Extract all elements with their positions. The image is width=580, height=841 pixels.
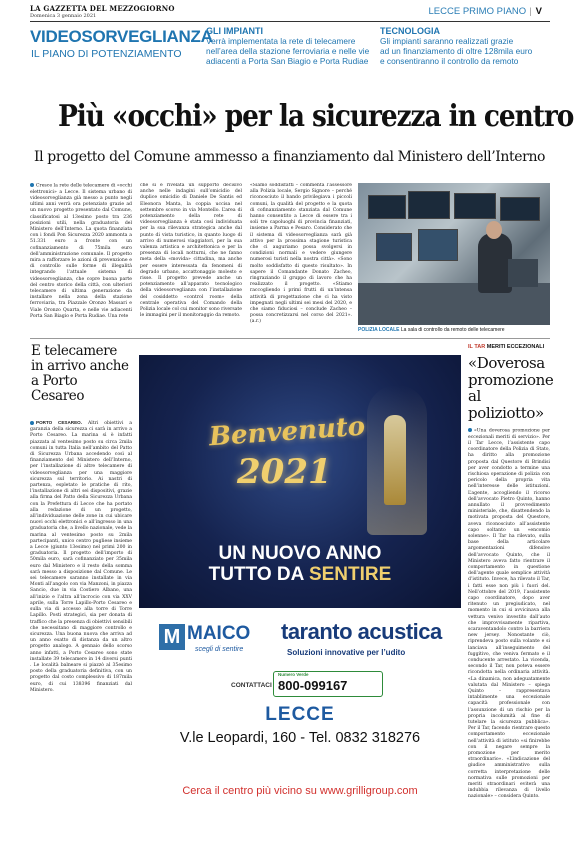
article-column-1: Cresce la rete delle telecamere di «occhi elettronici» a Lecce. Il sistema urbano di videosorveglianza già messo a punto negli ultimi anni verrà ora potenziato grazie ad un nuovo progetto presentato dal Comune, classificatosi al 13esimo posto tra 236 posizioni utili, nella graduatoria del Ministero dell’Interno. La quota finanziata con i fondi Pon Sicurezza 2020 ammonta a 51.331 euro a fronte con un cofinanziamento di 75mila euro dell’amministrazione comunale. Il progetto mira a rafforzare le azioni di prevenzione e di controllo sulle forme di illegalità integrando l’attuale sistema di videosorveglianza, che copre buona parte del centro storico della città, con ulteriori telecamere di ultima generazione da installare nella zona della stazione ferroviaria, tra Piazzale Oronzo Massari e Viale Oronzo Quarta, e nelle vie adiacenti Porta San Biagio e Porta Rudiae. Una rete <box>30 183 132 319</box>
kicker-title: VIDEOSORVEGLIANZA <box>30 27 213 46</box>
right-article-title: «Doverosa promozione al poliziotto» <box>468 354 554 422</box>
masthead: LA GAZZETTA DEL MEZZOGIORNO <box>30 4 175 13</box>
taranto-tagline: Soluzioni innovative per l’udito <box>287 648 406 657</box>
box-tecnologia-line: ad un finanziamento di oltre 128mila euro <box>380 46 533 56</box>
headline: Più «occhi» per la sicurezza in centro <box>58 99 574 134</box>
article-column-2: che si è rivelata un supporto decisivo anche nelle indagini sull’omicidio del duplice omicidio di Daniele De Santis ed Eleonora Manta, la coppia uccisa nel settembre scorso in via Montello. L’area di potenziamento della rete di videosorveglianza è stata così individuata per la sua rilevanza strategica anche dal punto di vista turistico, in quanto luogo di arrivo di numerosi viaggiatori, per la sua valenza artistica e architettonica e per la presenza di locali notturni, che ne fanno meta della «movida» cittadina, ma anche per essere interessata da fenomeni di degrado urbano, accattonaggio molesto e risse. Il progetto prevede anche un potenziamento all’apparato tecnologico della videosorveglianza con l’installazione del cosiddetto «control room» della centrale operativa del Comando della Polizia locale col cui monitor sono riversate le immagini per il monitoraggio da remoto. <box>140 183 242 319</box>
right-article-body: «Una doverosa promozione per eccezionali meriti di servizio». Per il Tar Lecce, l’assistente capo coordinatore della Polizia di Stato, ha diritto alla promozione proposta dal Questore di Brindisi per aver condotto a termine una rischiosa operazione di polizia con pericolo della propria vita nell’interesse delle istituzioni. L’agente, accogliendo il ricorso dell’avvocato Pietro Quinto, hanno annullato il provvedimento ministeriale, che, disattendendo la motivata proposta del Questore, aveva riconosciuto all’assistente capo soltanto un «encomio solenne». Il Tar ha rilevato, sulla base della articolare argomentazioni difensive dell’avvocato Quinto, che il Ministero aveva fatto rientrare il comportamento in questione dell’agente quale semplice attività d’istituto. Invece, ha rilevato il Tar, i fatti esse non più i fuori del. Nell’ottobre del 2019, l’assistente capo coordinatore, dopo aver ritenuto un pregiudicato, nel momento in cui si avvicinava alla vettura venivo investito dall’auto che improvvisamente ripartiva, scaraventandolo contro la barriera new jersey. Nonostante ciò, riprendeva posto sulla volante e si lanciava all’inseguimento del fuggitivo, che veniva fermato e il conducente arrestato. La vicenda, secondo il Tar, non poteva essere ricondotta nella ordinaria attività. «La dinamica, non adeguatamente valutata dal Ministero – spiega Quinto – rappresentava intablimente una eccezionale capacità professionale con l’assunzione di un rischio per la propria incolumità al fine di tutelare la sicurezza pubblica». Per il Tar, facendo rientrare questo comportamento eccezionale nell’attività di istituto «si finirebbe con il negare sempre la promozione per merito straordinario». «L’indicazione del giudice amministrativo sulla corretta interpretazione delle normativa sulle promozioni per meriti straordinari eviterà una indubbia rilevanza di livello nazionale» – considera Quinto. <box>468 428 550 800</box>
left-article-body <box>30 420 132 815</box>
page-letter: V <box>535 6 542 17</box>
box-tecnologia-line: e consentiranno il controllo da remoto <box>380 56 519 66</box>
taranto-brand: taranto acustica <box>281 619 442 644</box>
ad-address: V.le Leopardi, 160 - Tel. 0832 318276 <box>179 730 421 746</box>
maico-brand: MAICO <box>187 623 251 644</box>
bullet-icon <box>30 421 34 425</box>
box-impianti-heading: GLI IMPIANTI <box>206 26 263 36</box>
subheadline: Il progetto del Comune ammesso a finanziamento dal Ministero dell’Interno <box>34 149 546 165</box>
box-tecnologia-heading: TECNOLOGIA <box>380 26 440 36</box>
maico-logo-icon: M <box>159 624 185 650</box>
bullet-icon <box>468 428 472 432</box>
ad-footer-link[interactable]: Cerca il centro più vicino su www.grilligroup.com <box>182 785 418 797</box>
ad-greeting: Benvenuto <box>208 411 367 453</box>
photo-caption <box>358 327 550 333</box>
advertisement[interactable] <box>139 355 461 821</box>
box-tecnologia-line: Gli impianti saranno realizzati grazie <box>380 36 514 46</box>
box-impianti-line: nell’area della stazione ferroviaria e nelle vie <box>206 46 370 56</box>
tag-meriti: MERITI ECCEZIONALI <box>486 344 545 350</box>
green-number: 800-099167 <box>278 678 348 693</box>
ad-year: 2021 <box>237 452 332 492</box>
section-rule <box>30 338 550 339</box>
box-tecnologia <box>380 26 550 66</box>
right-article-tag <box>468 344 544 350</box>
section-tag: LECCE PRIMO PIANO | V <box>428 6 542 17</box>
box-impianti-line: Verrà implementata la rete di telecamere <box>206 36 356 46</box>
box-impianti <box>206 26 374 66</box>
control-room-photo <box>358 183 550 325</box>
green-number-label: Numero Verde <box>278 672 309 677</box>
ad-slogan: UN NUOVO ANNO TUTTO DA SENTIRE <box>208 543 392 585</box>
left-article-lead: PORTO CESAREO. <box>36 420 83 425</box>
box-impianti-line: adiacenti a Porta San Biagio e Porta Rudiae <box>206 56 369 66</box>
green-number-box[interactable] <box>273 671 383 697</box>
article-column-3: «Siamo soddisfatti – commenta l’assessore alla Polizia locale, Sergio Signore – perché riconosciuto il bando privilegiava i piccoli comuni, la qualità del progetto e la quota di cofinanziamento stanziata dal Comune hanno consentito a Lecce di essere tra i soli tre capoluoghi di provincia finanziati, insieme a Parma e Pesaro. Considerato che il sistema di videosorveglianza sarà già attivo per la prossima stagione turistica che ci auguriamo possa svolgersi in condizioni normali e vedere giungere numerosi turisti nella nostra città». «Sono molto soddisfatto di questo risultato». In sapere il Comandante Donato Zacheo, ringraziando il gruppo di lavoro che ha realizzato il progetto. «Stiamo raccogliendo i primi frutti di un’intensa attività di progettazione che ci ha visto impegnati negli ultimi sei mesi del 2020, e che siamo fiduciosi – conclude Zacheo – possa concretizzarsi nel corso del 2021». (a.r.) <box>250 183 352 325</box>
contact-label: CONTATTACI <box>231 682 272 689</box>
caption-text: La sala di controllo da remoto delle telecamere <box>400 327 505 333</box>
tag-tar: IL TAR <box>468 344 486 350</box>
section-name: LECCE PRIMO PIANO <box>428 6 527 17</box>
kicker-subtitle: IL PIANO DI POTENZIAMENTO <box>31 48 182 60</box>
caption-label: POLIZIA LOCALE <box>358 327 400 333</box>
bullet-icon <box>30 183 34 187</box>
issue-date: Domenica 3 gennaio 2021 <box>30 13 97 19</box>
left-article-text: Altri obiettivi a garanzia della sicurezza ci sarà in arrivo a Porto Cesareo. La marina sì è infatti piazzata al ventesimo posto su circa 2mila comuni in tutta Italia nell’ambito del Patto di Sicurezza Urbana accedendo così al finanziamento del Ministero dell’Interno, per l’installazione di altre telecamere di videosorveglianza per una maggiore sicurezza sul territorio. Ai nastri di partenza, espletato le pratiche di rito, l’installazione di altri sei dispositivi, grazie alla firma del Patto della Sicurezza Urbana con la Prefettura di Lecce che ha portato alla redazione di un progetto, all’individuazione delle zone in cui ubicare nuovi occhi elettronici e all’ingresso in una graduatoria che, a livello nazionale, vede la marina al ventesimo posto su 2mila partecipanti, unico centro pugliese insieme a Lecce (giunto 13esimo) nel primi 200 in graduatoria. Il progetto dell’importo di 50mila euro, sarà cofinanziato per 35mila euro dal Ministero e il resto della somma sarà messo a disposizione dal Comune. Le sei telecamere saranno installate in via Monti all’angolo con via Manzoni, in piazza Sancio, due in via Costiero Albano, una all’inizio e l’altra all’incrocio con via XXV aprile, sulla Torre Lapillo-Porto Cesareo e sulla via di accesso alla torre di Torre Lapillo. Posti strategici, sia per donata di traffico che la presenza di obiettivi sensibili che necessitano di maggiore controllo e sicurezza. Una buona nuova che arriva ad un anno esatto di distanza da un altro progetto analogo. A gennaio dello scorso anno infatti, a Porto Cesareo sono state installate 39 telecamere in 14 diversi punti . Le località balneare si piazzò al 35esimo posto della graduatoria definitiva, con un progetto dal costo complessivo di 187mila euro, di cui 138396 finanziati dal Ministero. <box>30 421 132 693</box>
ad-greeting-panel <box>139 355 461 608</box>
ad-city: LECCE <box>265 704 335 725</box>
maico-tagline: scegli di sentire <box>195 646 244 653</box>
top-rule <box>30 21 550 22</box>
left-article-title: E telecamere in arrivo anche a Porto Cesareo <box>31 343 129 404</box>
